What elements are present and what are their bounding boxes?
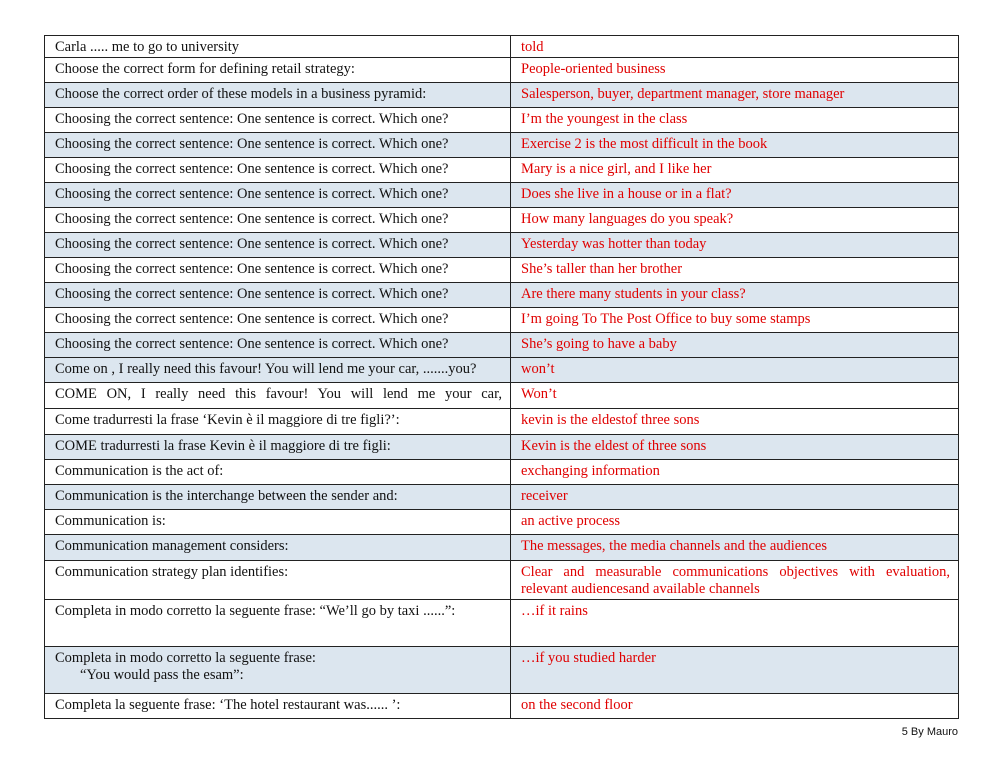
- answer-cell: receiver: [511, 485, 959, 510]
- answer-cell: Salesperson, buyer, department manager, store manager: [511, 83, 959, 108]
- table-row: [45, 460, 959, 485]
- table-row: [45, 510, 959, 535]
- table-row: [45, 694, 959, 719]
- question-cell: Communication is the interchange between the sender and:: [45, 485, 511, 510]
- table-row: [45, 485, 959, 510]
- question-cell: Choosing the correct sentence: One sentence is correct. Which one?: [45, 133, 511, 158]
- answer-line-1: Clear and measurable communications objectives with evaluation,: [521, 564, 950, 580]
- table-row: [45, 333, 959, 358]
- table-row: [45, 383, 959, 409]
- question-cell: Come tradurresti la frase ‘Kevin è il maggiore di tre figli?’:: [45, 409, 511, 435]
- table-row: [45, 183, 959, 208]
- answer-cell: I’m going To The Post Office to buy some stamps: [511, 308, 959, 333]
- question-line-1: Completa in modo corretto la seguente frase:: [55, 650, 316, 666]
- question-cell: Completa in modo corretto la seguente frase: “We’ll go by taxi ......”:: [45, 600, 511, 647]
- question-cell: Choosing the correct sentence: One sentence is correct. Which one?: [45, 258, 511, 283]
- answer-cell: exchanging information: [511, 460, 959, 485]
- answer-cell: Are there many students in your class?: [511, 283, 959, 308]
- qa-table: [44, 35, 959, 719]
- answer-cell: kevin is the eldestof three sons: [511, 409, 959, 435]
- table-row: [45, 358, 959, 383]
- answer-cell: Won’t: [511, 383, 959, 409]
- question-cell: Communication management considers:: [45, 535, 511, 561]
- page-footer: 5 By Mauro: [901, 726, 958, 738]
- table-row: [45, 83, 959, 108]
- table-row: [45, 409, 959, 435]
- question-line-2: “You would pass the esam”:: [80, 667, 244, 683]
- answer-cell: Does she live in a house or in a flat?: [511, 183, 959, 208]
- answer-cell: Exercise 2 is the most difficult in the book: [511, 133, 959, 158]
- table-row: [45, 208, 959, 233]
- answer-cell: told: [511, 36, 959, 58]
- answer-cell: [511, 561, 959, 600]
- question-cell: Communication strategy plan identifies:: [45, 561, 511, 600]
- answer-cell: Mary is a nice girl, and I like her: [511, 158, 959, 183]
- question-cell: Choosing the correct sentence: One sentence is correct. Which one?: [45, 308, 511, 333]
- table-row: [45, 58, 959, 83]
- question-cell: Come on , I really need this favour! You will lend me your car, .......you?: [45, 358, 511, 383]
- question-cell: [45, 647, 511, 694]
- answer-cell: …if it rains: [511, 600, 959, 647]
- table-row: [45, 308, 959, 333]
- table-row: [45, 283, 959, 308]
- question-cell: Communication is the act of:: [45, 460, 511, 485]
- table-row: [45, 108, 959, 133]
- table-row: [45, 535, 959, 561]
- question-cell: Choosing the correct sentence: One sentence is correct. Which one?: [45, 233, 511, 258]
- question-cell: Choosing the correct sentence: One sentence is correct. Which one?: [45, 183, 511, 208]
- table-row: [45, 36, 959, 58]
- answer-cell: She’s going to have a baby: [511, 333, 959, 358]
- answer-cell: The messages, the media channels and the audiences: [511, 535, 959, 561]
- table-row: [45, 647, 959, 694]
- question-cell: Choosing the correct sentence: One sentence is correct. Which one?: [45, 108, 511, 133]
- question-cell: Carla ..... me to go to university: [45, 36, 511, 58]
- answer-cell: on the second floor: [511, 694, 959, 719]
- table-row: [45, 435, 959, 460]
- table-row: [45, 561, 959, 600]
- answer-cell: an active process: [511, 510, 959, 535]
- question-cell: Choose the correct form for defining retail strategy:: [45, 58, 511, 83]
- answer-cell: Kevin is the eldest of three sons: [511, 435, 959, 460]
- table-row: [45, 133, 959, 158]
- answer-cell: She’s taller than her brother: [511, 258, 959, 283]
- question-cell: Choosing the correct sentence: One sentence is correct. Which one?: [45, 283, 511, 308]
- answer-cell: …if you studied harder: [511, 647, 959, 694]
- question-cell: Communication is:: [45, 510, 511, 535]
- question-cell: COME tradurresti la frase Kevin è il maggiore di tre figli:: [45, 435, 511, 460]
- answer-cell: People-oriented business: [511, 58, 959, 83]
- answer-cell: Yesterday was hotter than today: [511, 233, 959, 258]
- question-cell: COME ON, I really need this favour! You will lend me your car,: [45, 383, 511, 409]
- question-cell: Choosing the correct sentence: One sentence is correct. Which one?: [45, 208, 511, 233]
- answer-cell: How many languages do you speak?: [511, 208, 959, 233]
- table-row: [45, 258, 959, 283]
- answer-line-2: relevant audiencesand available channels: [521, 581, 760, 597]
- table-row: [45, 233, 959, 258]
- question-cell: Choosing the correct sentence: One sentence is correct. Which one?: [45, 333, 511, 358]
- answer-cell: won’t: [511, 358, 959, 383]
- table-row: [45, 600, 959, 647]
- question-cell: Choose the correct order of these models in a business pyramid:: [45, 83, 511, 108]
- question-cell: Choosing the correct sentence: One sentence is correct. Which one?: [45, 158, 511, 183]
- table-row: [45, 158, 959, 183]
- question-cell: Completa la seguente frase: ‘The hotel restaurant was...... ’:: [45, 694, 511, 719]
- answer-cell: I’m the youngest in the class: [511, 108, 959, 133]
